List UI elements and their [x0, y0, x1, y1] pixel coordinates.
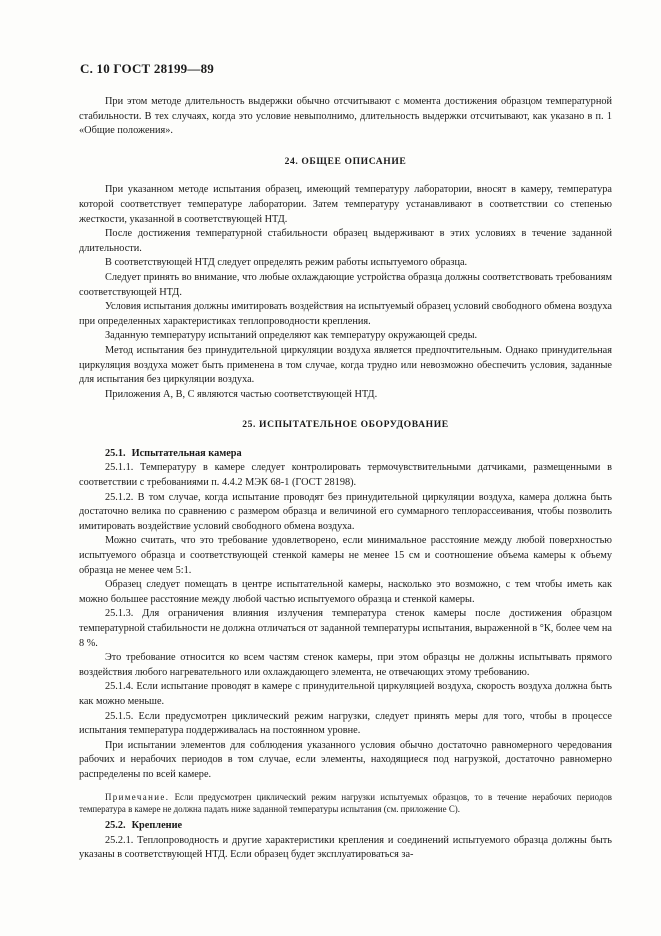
section-24-paragraph: Приложения А, В, С являются частью соответствующей НТД.	[105, 388, 378, 400]
intro-paragraph: При этом методе длительность выдержки обычно отсчитывают с момента достижения образцом температурной стабильности. В тех случаях, когда это условие невыполнимо, длительность выдержки отсчитывают, как указано в п. 1 «Общие положения».	[79, 96, 612, 137]
section-25-paragraph: Можно считать, что это требование удовлетворено, если минимальное расстояние между любой поверхностью испытуемого образца и соответствующей стенкой камеры не менее 15 см и соотношение объема камеры к объему образца не менее чем 5:1.	[79, 535, 612, 576]
section-25-paragraph: 25.2.1. Теплопроводность и другие характеристики крепления и соединений испытуемого образца должны быть указаны в соответствующей НТД. Если образец будет эксплуатироваться за-	[79, 834, 612, 861]
subsection-title: Испытательная камера	[131, 447, 242, 459]
section-24-paragraph: Метод испытания без принудительной циркуляции воздуха является предпочтительным. Однако принудительная циркуляция воздуха может быть применена в том случае, когда трудно или невозможно обеспечить условия, заданные для испытания без циркуляции воздуха.	[79, 344, 612, 386]
section-25-heading: 25. ИСПЫТАТЕЛЬНОЕ ОБОРУДОВАНИЕ	[242, 419, 449, 431]
subsection-title: Крепление	[131, 819, 183, 831]
section-24-paragraph: При указанном методе испытания образец, имеющий температуру лаборатории, вносят в камеру, температура которой соответствует температуре лаборатории. Затем температуру устанавливают в соответствии со степенью жесткости, указанной в соответствующей НТД.	[79, 184, 612, 225]
section-25-paragraph: 25.1.1. Температуру в камере следует контролировать термочувствительными датчиками, размещенными в соответствии с требованиями п. 4.4.2 МЭК 68-1 (ГОСТ 28198).	[79, 462, 612, 489]
note-text: Если предусмотрен циклический режим нагрузки испытуемых образцов, то в течение нерабочих периодов температура в камере не должна падать ниже заданной температуры испытания (см. приложение С).	[79, 791, 612, 814]
section-24-paragraph: Заданную температуру испытаний определяют как температуру окружающей среды.	[105, 330, 478, 342]
note	[79, 791, 612, 815]
section-24-paragraph: Следует принять во внимание, что любые охлаждающие устройства образца должны соответствовать требованиям соответствующей НТД.	[79, 271, 612, 298]
subsection-25-2-heading	[79, 819, 612, 834]
section-25-paragraph: 25.1.3. Для ограничения влияния излучения температура стенок камеры после достижения образцом температурной стабильности не должна отличаться от заданной температуры испытания, выраженной в °К, более чем на 8 %.	[79, 608, 612, 649]
subsection-number: 25.2.	[105, 819, 126, 831]
section-24-heading: 24. ОБЩЕЕ ОПИСАНИЕ	[284, 155, 407, 167]
page-header: С. 10 ГОСТ 28199—89	[80, 61, 214, 76]
section-24-paragraph: В соответствующей НТД следует определять режим работы испытуемого образца.	[105, 257, 468, 269]
section-25-paragraph: Это требование относится ко всем частям стенок камеры, при этом образцы не должны испытывать прямого воздействия любого нагревательного или охлаждающего элемента, не отвечающих этому требованию.	[79, 652, 612, 678]
section-25-paragraph: При испытании элементов для соблюдения указанного условия обычно достаточно равномерного чередования рабочих и нерабочих периодов в том случае, если элементы, находящиеся под нагрузкой, достаточно равномерно распределены по всей камере.	[79, 739, 612, 780]
section-25-paragraph: 25.1.4. Если испытание проводят в камере с принудительной циркуляцией воздуха, скорость воздуха должна быть как можно меньше.	[79, 681, 612, 707]
section-25-paragraph: 25.1.5. Если предусмотрен циклический режим нагрузки, следует принять меры для того, чтобы в процессе испытания температура поддерживалась на постоянном уровне.	[79, 710, 612, 737]
subsection-number: 25.1.	[105, 447, 126, 459]
section-24-paragraph: Условия испытания должны имитировать воздействия на испытуемый образец условий свободного обмена воздуха при определенных характеристиках теплопроводности крепления.	[79, 301, 612, 327]
subsection-25-1-heading	[79, 447, 612, 462]
section-25-paragraph: 25.1.2. В том случае, когда испытание проводят без принудительной циркуляции воздуха, камера должна быть достаточно велика по сравнению с размером образца и величиной его суммарного теплорассеивания, чтобы позволить имитировать воздействие условий свободного обмена воздуха.	[79, 491, 612, 532]
document-body	[79, 95, 612, 863]
section-24-paragraph: После достижения температурной стабильности образец выдерживают в этих условиях в течение заданной длительности.	[79, 228, 612, 254]
note-label: Примечание.	[105, 791, 170, 802]
section-25-paragraph: Образец следует помещать в центре испытательной камеры, насколько это возможно, с тем чтобы иметь как можно большее расстояние между любой частью испытуемого образца и стенкой камеры.	[79, 579, 612, 605]
